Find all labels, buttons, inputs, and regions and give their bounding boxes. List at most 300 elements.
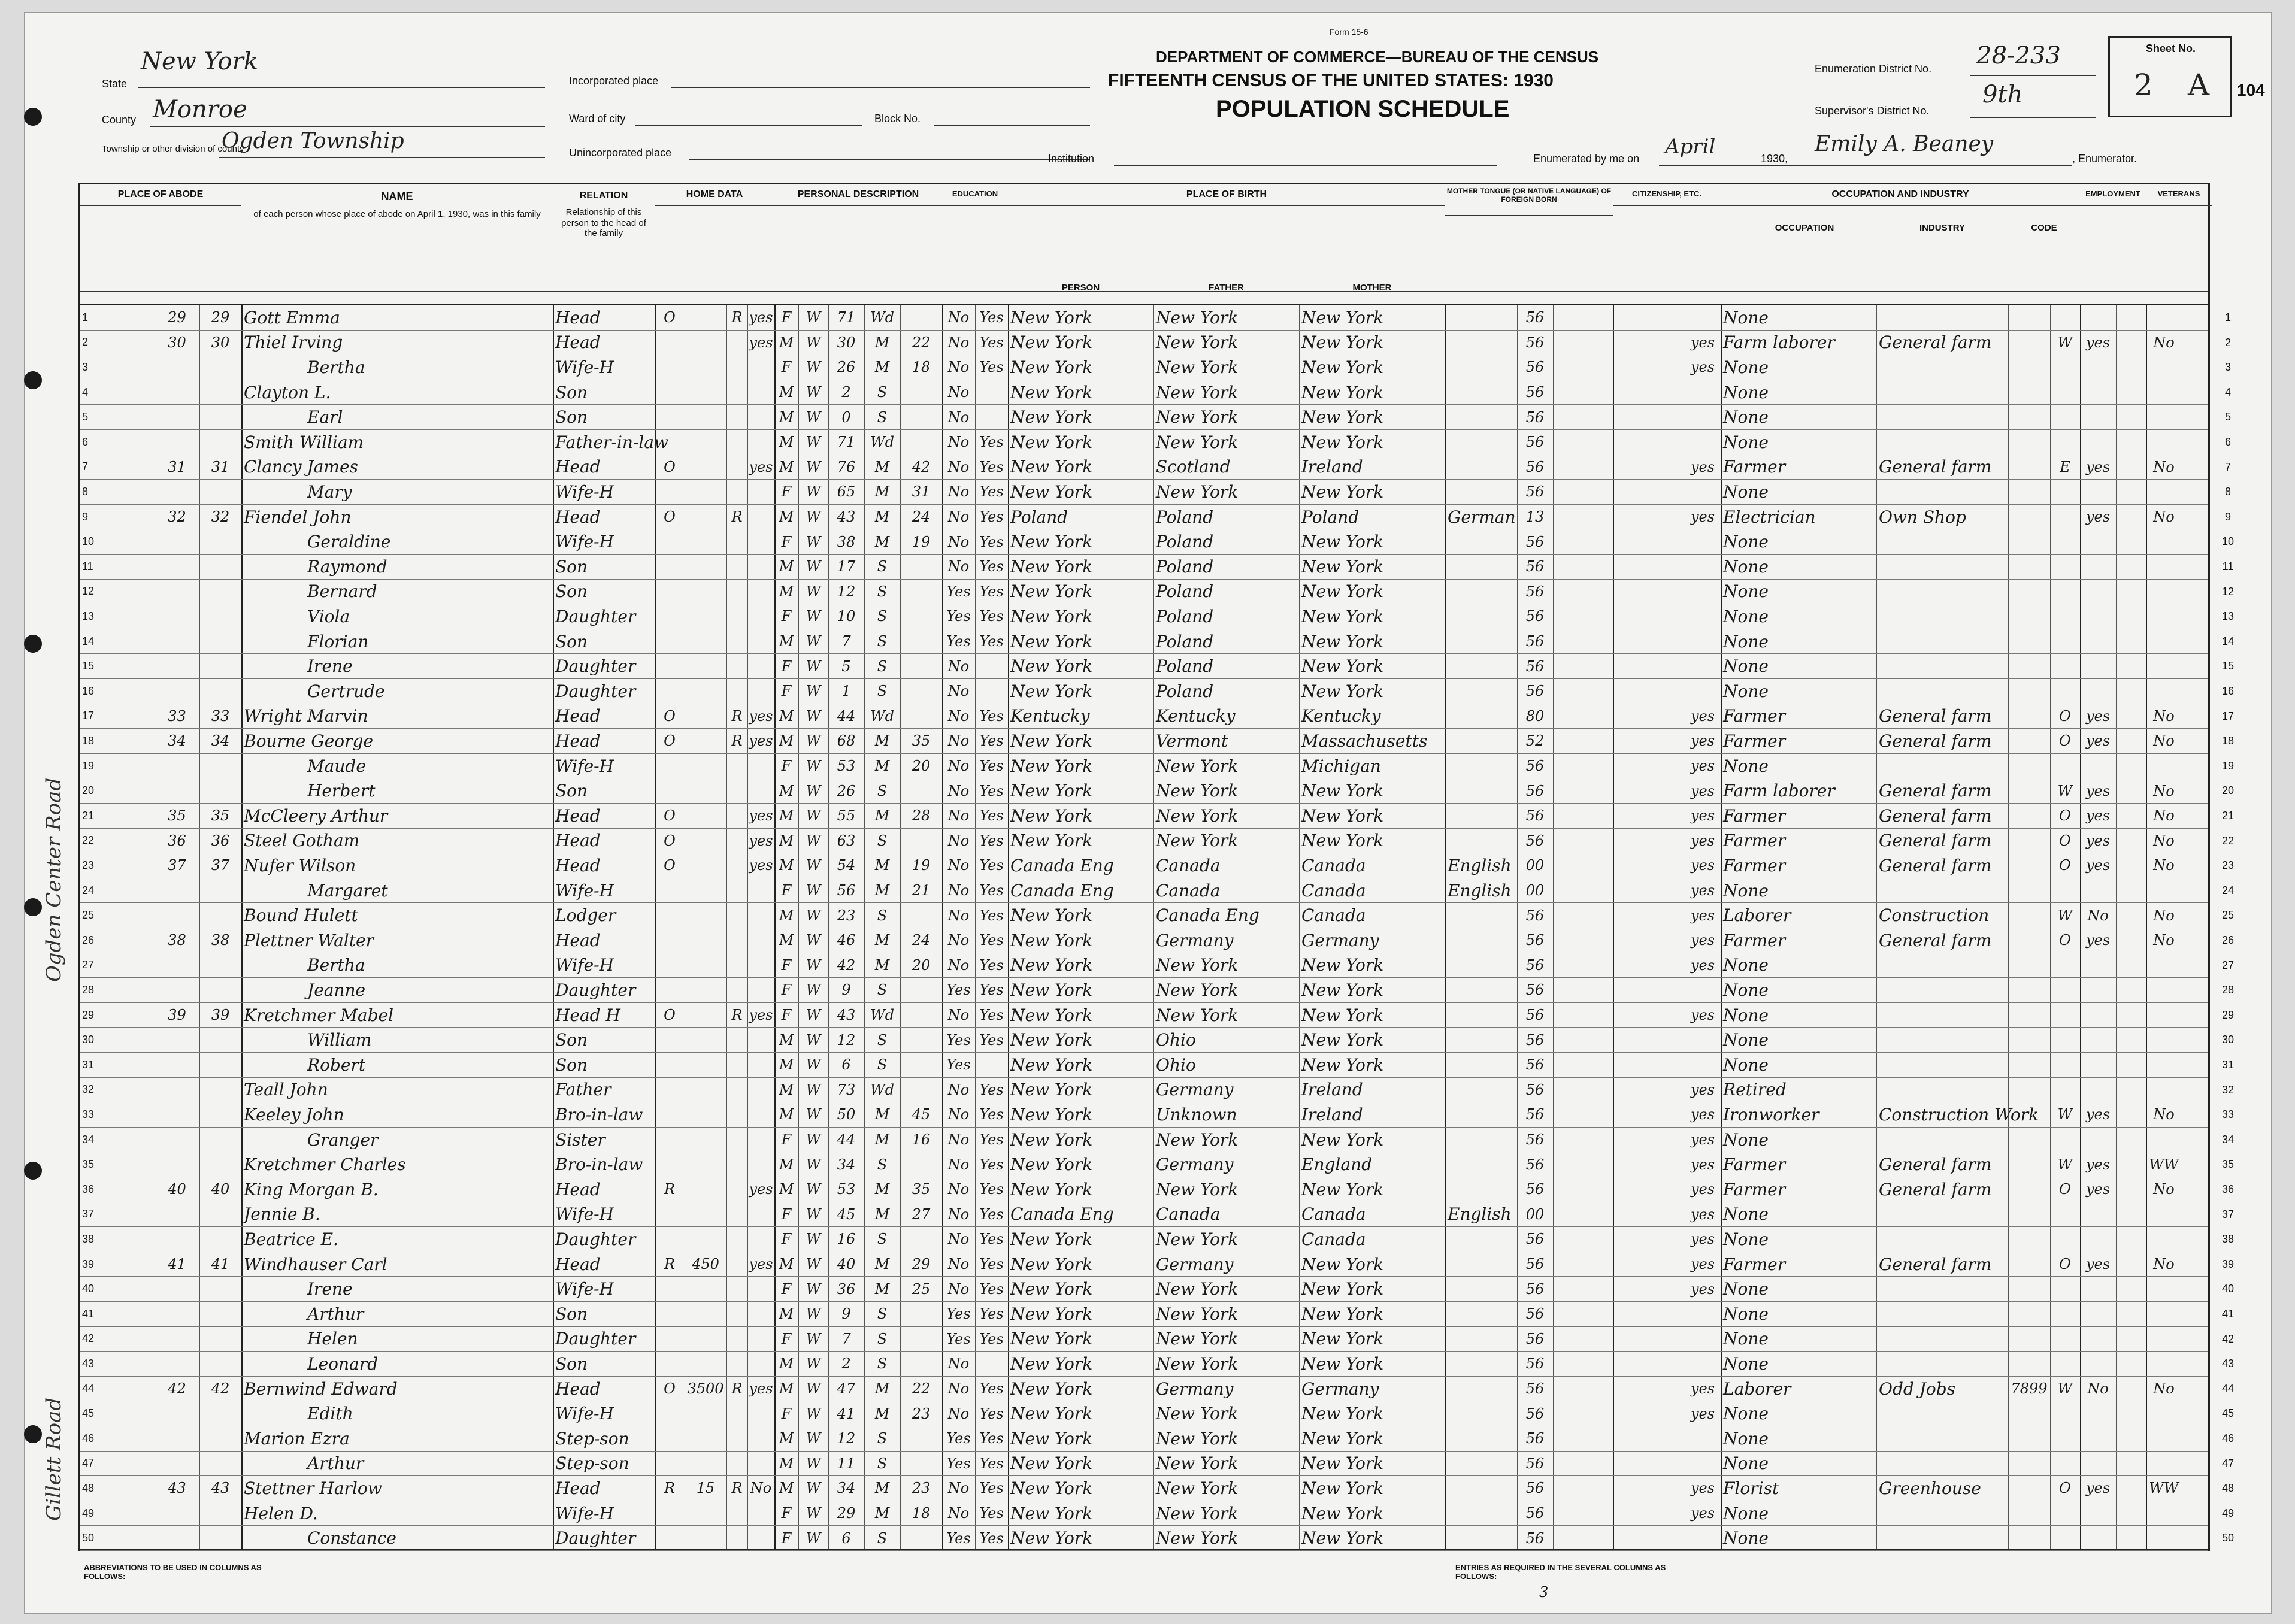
age-at-marriage bbox=[900, 1078, 942, 1102]
speaks-english: yes bbox=[1690, 932, 1715, 949]
birth-code: 56 bbox=[1525, 408, 1545, 426]
occupation-code bbox=[2008, 1003, 2050, 1028]
table-row bbox=[80, 355, 2208, 380]
can-read: Yes bbox=[979, 458, 1004, 475]
table-row bbox=[80, 405, 2208, 430]
speaks-english bbox=[1685, 1302, 1721, 1326]
race: W bbox=[806, 334, 821, 351]
speaks-english: yes bbox=[1690, 1280, 1715, 1298]
incorporated-label: Incorporated place bbox=[569, 75, 659, 87]
class-of-worker: O bbox=[2059, 1256, 2071, 1273]
birthplace-father: Poland bbox=[1156, 631, 1214, 652]
can-read: Yes bbox=[979, 1480, 1004, 1497]
dwelling-number bbox=[155, 1302, 199, 1326]
occupation-code bbox=[2008, 380, 2050, 405]
marital-status: S bbox=[877, 907, 888, 924]
birth-code: 56 bbox=[1525, 1380, 1545, 1398]
person-name: Kretchmer Charles bbox=[244, 1155, 406, 1175]
age-at-marriage bbox=[900, 1526, 942, 1550]
home-tenure bbox=[655, 1452, 685, 1476]
attended-school: Yes bbox=[946, 981, 971, 999]
person-name: Bertha bbox=[307, 955, 365, 975]
age: 26 bbox=[837, 782, 856, 799]
home-value bbox=[685, 1277, 726, 1301]
line-number-right: 11 bbox=[2222, 560, 2234, 572]
occupation: Farmer bbox=[1723, 1155, 1786, 1175]
class-of-worker bbox=[2050, 878, 2080, 903]
dwelling-number bbox=[155, 778, 199, 803]
home-value bbox=[685, 555, 726, 579]
occupation: None bbox=[1723, 532, 1769, 552]
relation: Wife-H bbox=[555, 1204, 614, 1225]
age: 6 bbox=[841, 1056, 851, 1074]
family-number bbox=[199, 1053, 241, 1077]
sex: M bbox=[779, 1380, 794, 1398]
radio-set: R bbox=[731, 508, 743, 526]
family-number bbox=[199, 555, 241, 579]
race: W bbox=[806, 1181, 821, 1198]
marital-status: Wd bbox=[870, 1081, 895, 1098]
family-number: 40 bbox=[211, 1181, 230, 1198]
home-value bbox=[685, 1452, 726, 1476]
line-number-right: 36 bbox=[2221, 1183, 2235, 1195]
home-tenure bbox=[655, 679, 685, 704]
relation: Son bbox=[555, 382, 588, 402]
mother-tongue bbox=[1445, 555, 1517, 579]
birth-code: 56 bbox=[1525, 434, 1545, 451]
person-name: Edith bbox=[307, 1404, 353, 1424]
family-number bbox=[199, 978, 241, 1002]
relation: Son bbox=[555, 581, 588, 602]
occupation: None bbox=[1723, 1404, 1769, 1424]
farm-residence bbox=[747, 580, 774, 604]
birthplace-father: Germany bbox=[1156, 1254, 1234, 1274]
sex: M bbox=[779, 458, 794, 475]
relation: Father bbox=[555, 1080, 611, 1100]
class-of-worker bbox=[2050, 430, 2080, 455]
class-of-worker bbox=[2050, 1128, 2080, 1152]
age-at-marriage bbox=[900, 629, 942, 654]
relation: Sister bbox=[555, 1129, 605, 1150]
sex: M bbox=[779, 1480, 794, 1497]
marital-status: M bbox=[874, 758, 890, 775]
speaks-english bbox=[1685, 978, 1721, 1002]
person-name: Teall John bbox=[244, 1080, 328, 1100]
line-number: 17 bbox=[82, 710, 95, 722]
dwelling-number bbox=[155, 1452, 199, 1476]
birth-code: 56 bbox=[1525, 458, 1545, 475]
birth-code: 56 bbox=[1525, 683, 1545, 700]
radio-set bbox=[726, 778, 747, 803]
table-row bbox=[80, 305, 2208, 331]
industry bbox=[1876, 430, 2008, 455]
home-value bbox=[685, 853, 726, 878]
farm-residence: No bbox=[750, 1480, 772, 1497]
line-number: 31 bbox=[82, 1058, 95, 1071]
table-row bbox=[80, 1501, 2208, 1526]
industry: General farm bbox=[1879, 332, 1992, 353]
occupation-code bbox=[2008, 1352, 2050, 1376]
occupation-code bbox=[2008, 1452, 2050, 1476]
dwelling-number bbox=[155, 1352, 199, 1376]
relation: Daughter bbox=[555, 1229, 636, 1249]
industry: Greenhouse bbox=[1879, 1478, 1981, 1498]
birthplace-mother: New York bbox=[1301, 407, 1384, 428]
race: W bbox=[806, 458, 821, 475]
table-row bbox=[80, 1128, 2208, 1153]
employed: yes bbox=[2085, 732, 2111, 750]
can-read: Yes bbox=[979, 956, 1004, 974]
birth-code: 56 bbox=[1525, 1280, 1545, 1298]
marital-status: M bbox=[874, 483, 890, 501]
person-name: Gertrude bbox=[307, 681, 385, 701]
mother-tongue bbox=[1445, 529, 1517, 554]
attended-school: No bbox=[947, 1380, 970, 1398]
farm-residence bbox=[747, 878, 774, 903]
radio-set bbox=[726, 1227, 747, 1252]
table-row bbox=[80, 1202, 2208, 1228]
veteran bbox=[2146, 1501, 2182, 1526]
home-value bbox=[685, 604, 726, 629]
header-name: NAME of each person whose place of abode on April 1, 1930, was in this family bbox=[253, 190, 541, 219]
birth-code: 56 bbox=[1525, 1081, 1545, 1098]
occupation: None bbox=[1723, 656, 1769, 677]
occupation-code bbox=[2008, 903, 2050, 928]
speaks-english: yes bbox=[1690, 1480, 1715, 1497]
radio-set bbox=[726, 953, 747, 978]
birth-code: 56 bbox=[1525, 359, 1545, 376]
race: W bbox=[806, 1280, 821, 1298]
farm-residence bbox=[747, 480, 774, 504]
employed: yes bbox=[2085, 932, 2111, 949]
header-relation: RELATION Relationship of this person to the head of the family bbox=[561, 190, 646, 238]
birthplace-mother: New York bbox=[1301, 955, 1384, 975]
person-name: Arthur bbox=[307, 1453, 364, 1474]
race: W bbox=[806, 483, 821, 501]
home-value bbox=[685, 953, 726, 978]
home-value bbox=[685, 480, 726, 504]
dwelling-number: 33 bbox=[168, 707, 186, 725]
county-label: County bbox=[102, 114, 137, 126]
table-row bbox=[80, 1377, 2208, 1402]
occupation: None bbox=[1723, 1353, 1769, 1374]
table-row bbox=[80, 480, 2208, 505]
birthplace-person: New York bbox=[1010, 631, 1093, 652]
home-value bbox=[685, 679, 726, 704]
birthplace-mother: Ireland bbox=[1301, 1080, 1363, 1100]
home-tenure bbox=[655, 1501, 685, 1526]
relation: Daughter bbox=[555, 1528, 636, 1549]
marital-status: M bbox=[874, 956, 890, 974]
farm-residence bbox=[747, 380, 774, 405]
class-of-worker bbox=[2050, 380, 2080, 405]
farm-residence bbox=[747, 1078, 774, 1102]
group-education: EDUCATION bbox=[942, 184, 1008, 206]
line-number: 26 bbox=[82, 934, 95, 946]
occupation-code bbox=[2008, 555, 2050, 579]
family-number bbox=[199, 878, 241, 903]
occupation-code bbox=[2008, 1177, 2050, 1202]
can-read: Yes bbox=[979, 359, 1004, 376]
relation: Wife-H bbox=[555, 756, 614, 776]
person-name: Kretchmer Mabel bbox=[244, 1005, 394, 1025]
table-row bbox=[80, 853, 2208, 878]
family-number bbox=[199, 1452, 241, 1476]
birthplace-mother: New York bbox=[1301, 1254, 1384, 1274]
relation: Daughter bbox=[555, 980, 636, 1000]
can-read: Yes bbox=[979, 1256, 1004, 1273]
line-number-right: 50 bbox=[2221, 1532, 2235, 1544]
age-at-marriage bbox=[900, 829, 942, 853]
home-tenure bbox=[655, 1102, 685, 1127]
mother-tongue bbox=[1445, 1327, 1517, 1352]
race: W bbox=[806, 608, 821, 625]
can-read: Yes bbox=[979, 309, 1004, 326]
class-of-worker bbox=[2050, 1426, 2080, 1451]
veteran bbox=[2146, 654, 2182, 678]
age: 68 bbox=[837, 732, 856, 750]
speaks-english bbox=[1685, 1053, 1721, 1077]
line-number: 47 bbox=[82, 1457, 95, 1470]
age-at-marriage: 27 bbox=[912, 1205, 931, 1223]
line-number: 3 bbox=[82, 360, 89, 373]
marital-status: M bbox=[874, 1280, 890, 1298]
race: W bbox=[806, 384, 821, 401]
class-of-worker bbox=[2050, 654, 2080, 678]
class-of-worker bbox=[2050, 1327, 2080, 1352]
employed bbox=[2080, 580, 2116, 604]
home-tenure bbox=[655, 331, 685, 355]
farm-residence bbox=[747, 679, 774, 704]
age: 54 bbox=[837, 857, 856, 874]
home-value: 15 bbox=[696, 1480, 715, 1497]
industry bbox=[1876, 480, 2008, 504]
age-at-marriage bbox=[900, 555, 942, 579]
industry bbox=[1876, 1501, 2008, 1526]
family-number bbox=[199, 480, 241, 504]
line-number-right: 37 bbox=[2221, 1208, 2235, 1220]
class-of-worker bbox=[2050, 1302, 2080, 1326]
mother-tongue bbox=[1445, 1227, 1517, 1252]
birthplace-person: New York bbox=[1010, 756, 1093, 776]
table-row bbox=[80, 604, 2208, 629]
relation: Head bbox=[555, 1254, 601, 1274]
employed: yes bbox=[2085, 707, 2111, 725]
birthplace-mother: New York bbox=[1301, 1304, 1384, 1324]
birthplace-father: Germany bbox=[1156, 1080, 1234, 1100]
birthplace-person: New York bbox=[1010, 481, 1093, 502]
race: W bbox=[806, 882, 821, 899]
occupation: Electrician bbox=[1723, 507, 1816, 527]
age-at-marriage: 23 bbox=[912, 1480, 931, 1497]
line-number-right: 34 bbox=[2221, 1133, 2235, 1146]
home-tenure bbox=[655, 1277, 685, 1301]
race: W bbox=[806, 583, 821, 600]
radio-set bbox=[726, 754, 747, 778]
birth-code: 56 bbox=[1525, 384, 1545, 401]
person-name: Maude bbox=[307, 756, 366, 776]
class-of-worker bbox=[2050, 1028, 2080, 1052]
line-number: 39 bbox=[82, 1258, 95, 1270]
radio-set bbox=[726, 455, 747, 480]
farm-residence bbox=[747, 1028, 774, 1052]
enum-district-value: 28-233 bbox=[1976, 42, 2061, 69]
stamp-number: 104 bbox=[2237, 81, 2265, 99]
home-value bbox=[685, 580, 726, 604]
class-of-worker bbox=[2050, 480, 2080, 504]
line-number-right: 27 bbox=[2221, 959, 2235, 971]
marital-status: M bbox=[874, 458, 890, 475]
speaks-english bbox=[1685, 1452, 1721, 1476]
dwelling-number bbox=[155, 1202, 199, 1227]
industry: General farm bbox=[1879, 781, 1992, 801]
radio-set: R bbox=[731, 1007, 743, 1024]
birth-code: 56 bbox=[1525, 1131, 1545, 1149]
occupation: Farmer bbox=[1723, 831, 1786, 851]
birthplace-mother: New York bbox=[1301, 656, 1384, 677]
speaks-english: yes bbox=[1690, 732, 1715, 750]
sex: F bbox=[781, 1529, 792, 1547]
mother-tongue bbox=[1445, 978, 1517, 1002]
veteran bbox=[2146, 380, 2182, 405]
line-number-right: 3 bbox=[2224, 361, 2231, 374]
occupation: Farm laborer bbox=[1723, 781, 1835, 801]
employed: yes bbox=[2085, 508, 2111, 526]
occupation-code bbox=[2008, 430, 2050, 455]
radio-set: R bbox=[731, 1480, 743, 1497]
family-number bbox=[199, 405, 241, 429]
relation: Daughter bbox=[555, 606, 636, 626]
line-number: 20 bbox=[82, 784, 95, 797]
table-row bbox=[80, 529, 2208, 555]
relation: Son bbox=[555, 1055, 588, 1075]
line-number: 24 bbox=[82, 884, 95, 896]
home-value bbox=[685, 1352, 726, 1376]
birth-code: 56 bbox=[1525, 1455, 1545, 1472]
occupation: None bbox=[1723, 980, 1769, 1000]
home-tenure bbox=[655, 1426, 685, 1451]
home-tenure bbox=[655, 654, 685, 678]
sex: F bbox=[781, 683, 792, 700]
occupation: Farmer bbox=[1723, 457, 1786, 477]
marital-status: S bbox=[877, 683, 888, 700]
line-number: 49 bbox=[82, 1507, 95, 1519]
birthplace-person: Canada Eng bbox=[1010, 880, 1114, 901]
class-of-worker bbox=[2050, 1003, 2080, 1028]
family-number bbox=[199, 1401, 241, 1426]
industry bbox=[1876, 380, 2008, 405]
table-row bbox=[80, 804, 2208, 829]
marital-status: S bbox=[877, 384, 888, 401]
home-tenure: O bbox=[664, 458, 676, 475]
line-number-right: 9 bbox=[2224, 510, 2231, 523]
radio-set bbox=[726, 405, 747, 429]
line-number: 46 bbox=[82, 1432, 95, 1444]
can-read: Yes bbox=[979, 1106, 1004, 1123]
age-at-marriage bbox=[900, 704, 942, 729]
family-number: 36 bbox=[211, 832, 230, 849]
birthplace-person: New York bbox=[1010, 1304, 1093, 1324]
home-tenure: R bbox=[664, 1256, 676, 1273]
home-value bbox=[685, 1102, 726, 1127]
enumerated-year: 1930, bbox=[1761, 153, 1788, 165]
person-name: Fiendel John bbox=[244, 507, 352, 527]
occupation: Florist bbox=[1723, 1478, 1779, 1498]
sex: M bbox=[779, 707, 794, 725]
can-read bbox=[975, 1053, 1008, 1077]
form-footer bbox=[78, 1560, 2210, 1602]
home-tenure bbox=[655, 1327, 685, 1352]
occupation-code bbox=[2008, 580, 2050, 604]
age: 2 bbox=[841, 384, 851, 401]
dwelling-number: 31 bbox=[168, 458, 186, 475]
class-of-worker bbox=[2050, 1452, 2080, 1476]
line-number: 2 bbox=[82, 336, 89, 349]
birthplace-father: Canada bbox=[1156, 1204, 1221, 1225]
birthplace-mother: New York bbox=[1301, 1353, 1384, 1374]
radio-set bbox=[726, 804, 747, 828]
birthplace-mother: Canada bbox=[1301, 905, 1366, 926]
radio-set bbox=[726, 480, 747, 504]
person-name: Beatrice E. bbox=[244, 1229, 338, 1249]
table-row bbox=[80, 555, 2208, 580]
birthplace-mother: New York bbox=[1301, 1453, 1384, 1474]
attended-school: No bbox=[947, 1280, 970, 1298]
birth-code: 56 bbox=[1525, 1505, 1545, 1522]
farm-residence bbox=[747, 1102, 774, 1127]
employed bbox=[2080, 1302, 2116, 1326]
relation: Father-in-law bbox=[555, 432, 668, 452]
family-number bbox=[199, 754, 241, 778]
binder-hole bbox=[24, 1162, 42, 1180]
home-tenure: O bbox=[664, 1380, 676, 1398]
age: 55 bbox=[837, 807, 856, 825]
dwelling-number bbox=[155, 405, 199, 429]
class-of-worker: O bbox=[2059, 807, 2071, 825]
industry bbox=[1876, 1401, 2008, 1426]
sex: F bbox=[781, 1131, 792, 1149]
binder-hole bbox=[24, 635, 42, 653]
birthplace-mother: New York bbox=[1301, 307, 1384, 328]
occupation-code bbox=[2008, 604, 2050, 629]
attended-school: No bbox=[947, 1181, 970, 1198]
person-name: Granger bbox=[307, 1129, 379, 1150]
birth-code: 56 bbox=[1525, 981, 1545, 999]
occupation: None bbox=[1723, 432, 1769, 452]
can-read: Yes bbox=[979, 932, 1004, 949]
mother-tongue bbox=[1445, 380, 1517, 405]
birthplace-father: New York bbox=[1156, 805, 1239, 826]
mother-tongue bbox=[1445, 1501, 1517, 1526]
occupation-code bbox=[2008, 804, 2050, 828]
age: 38 bbox=[837, 533, 856, 550]
attended-school: No bbox=[947, 309, 970, 326]
table-row bbox=[80, 704, 2208, 729]
marital-status: S bbox=[877, 1355, 888, 1372]
birthplace-father: New York bbox=[1156, 781, 1239, 801]
mother-tongue bbox=[1445, 1401, 1517, 1426]
line-number: 40 bbox=[82, 1283, 95, 1295]
birth-code: 56 bbox=[1525, 1430, 1545, 1447]
birthplace-mother: New York bbox=[1301, 532, 1384, 552]
birth-code: 56 bbox=[1525, 907, 1545, 924]
mother-tongue bbox=[1445, 1526, 1517, 1550]
attended-school: No bbox=[947, 1081, 970, 1098]
family-number: 35 bbox=[211, 807, 230, 825]
occupation: None bbox=[1723, 407, 1769, 428]
industry bbox=[1876, 355, 2008, 380]
employed: yes bbox=[2085, 832, 2111, 849]
